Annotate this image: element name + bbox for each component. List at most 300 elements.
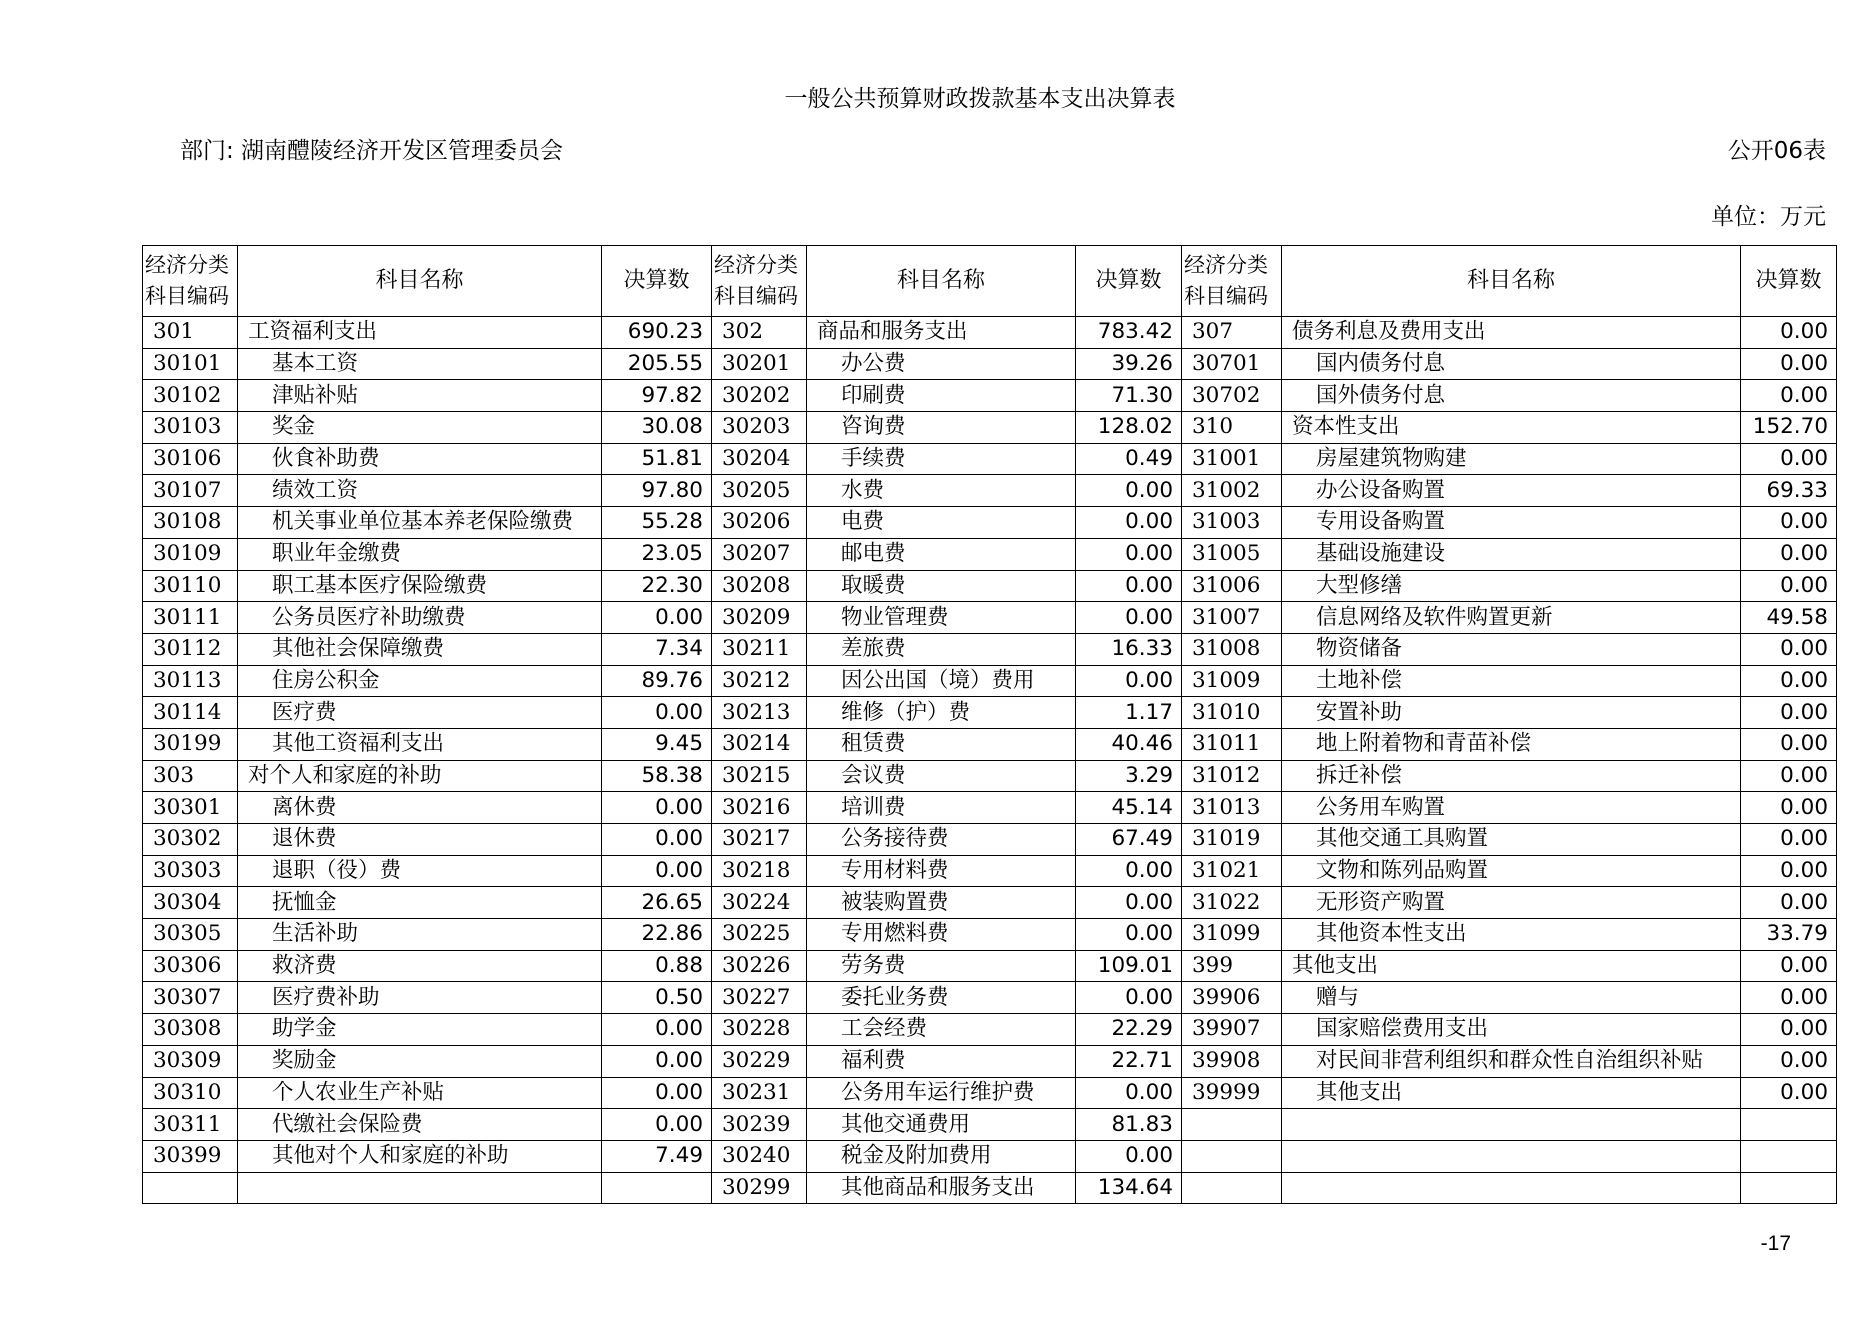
item-name [1282,1109,1741,1141]
item-amount: 0.00 [1741,792,1837,824]
item-amount: 0.00 [1076,507,1182,539]
item-amount: 22.86 [602,919,712,951]
item-amount: 22.29 [1076,1014,1182,1046]
item-amount: 39.26 [1076,348,1182,380]
table-row [143,950,1837,982]
item-code: 31001 [1182,443,1282,475]
item-code: 30113 [143,665,238,697]
code-header-line2: 科目编码 [1184,284,1268,308]
item-name: 职工基本医疗保险缴费 [238,570,602,602]
item-amount: 0.00 [1076,538,1182,570]
item-amount: 71.30 [1076,380,1182,412]
table-row [143,1045,1837,1077]
item-code: 30240 [712,1140,807,1172]
item-code: 30111 [143,602,238,634]
item-amount: 0.50 [602,982,712,1014]
item-code: 30702 [1182,380,1282,412]
item-code: 30227 [712,982,807,1014]
item-name: 文物和陈列品购置 [1282,855,1741,887]
item-name: 其他支出 [1282,1077,1741,1109]
item-amount: 690.23 [602,317,712,349]
item-code: 31007 [1182,602,1282,634]
item-name: 邮电费 [807,538,1076,570]
item-amount: 0.00 [1741,380,1837,412]
table-row [143,380,1837,412]
item-name: 医疗费补助 [238,982,602,1014]
item-code: 30110 [143,570,238,602]
item-code: 39906 [1182,982,1282,1014]
item-amount: 0.00 [1076,1140,1182,1172]
code-header-line2: 科目编码 [145,284,229,308]
item-amount: 0.00 [1076,1077,1182,1109]
item-amount: 0.49 [1076,443,1182,475]
item-amount [1741,1172,1837,1204]
table-row [143,507,1837,539]
page-title: 一般公共预算财政拨款基本支出决算表 [784,86,1176,112]
item-code: 30301 [143,792,238,824]
item-name [1282,1140,1741,1172]
item-code: 30239 [712,1109,807,1141]
item-name: 维修（护）费 [807,697,1076,729]
item-name: 伙食补助费 [238,443,602,475]
table-row [143,538,1837,570]
item-amount: 9.45 [602,728,712,760]
item-name: 公务用车运行维护费 [807,1077,1076,1109]
name-header: 科目名称 [238,246,602,317]
form-number: 公开06表 [1727,138,1826,164]
code-header [712,246,807,317]
item-amount: 0.00 [1741,665,1837,697]
table-row [143,982,1837,1014]
item-amount [1741,1109,1837,1141]
item-name: 无形资产购置 [1282,887,1741,919]
item-code: 30218 [712,855,807,887]
item-name: 专用燃料费 [807,919,1076,951]
item-name: 其他商品和服务支出 [807,1172,1076,1204]
item-name: 其他资本性支出 [1282,919,1741,951]
item-code: 31005 [1182,538,1282,570]
item-code: 30299 [712,1172,807,1204]
item-name: 工会经费 [807,1014,1076,1046]
item-name: 房屋建筑物购建 [1282,443,1741,475]
item-name: 委托业务费 [807,982,1076,1014]
amount-header: 决算数 [1076,246,1182,317]
item-amount: 0.00 [1741,1045,1837,1077]
item-code: 30306 [143,950,238,982]
item-code: 30226 [712,950,807,982]
item-code: 31010 [1182,697,1282,729]
item-name: 被装购置费 [807,887,1076,919]
table-row [143,1077,1837,1109]
item-name: 公务接待费 [807,824,1076,856]
item-code: 30211 [712,633,807,665]
item-name: 津贴补贴 [238,380,602,412]
item-amount: 0.00 [1741,950,1837,982]
item-code: 31022 [1182,887,1282,919]
item-amount: 0.00 [1741,507,1837,539]
item-code: 31013 [1182,792,1282,824]
item-code: 30112 [143,633,238,665]
item-name: 印刷费 [807,380,1076,412]
item-name: 对民间非营利组织和群众性自治组织补贴 [1282,1045,1741,1077]
item-code: 30207 [712,538,807,570]
table-row [143,760,1837,792]
table-row [143,728,1837,760]
item-name: 抚恤金 [238,887,602,919]
item-name: 救济费 [238,950,602,982]
code-header-line2: 科目编码 [714,284,798,308]
item-amount: 0.00 [1741,824,1837,856]
item-amount: 109.01 [1076,950,1182,982]
item-code: 30109 [143,538,238,570]
table-row [143,792,1837,824]
item-amount: 22.30 [602,570,712,602]
item-name: 商品和服务支出 [807,317,1076,349]
item-name: 基本工资 [238,348,602,380]
item-code: 30225 [712,919,807,951]
item-code: 31006 [1182,570,1282,602]
item-code: 39999 [1182,1077,1282,1109]
item-code: 30310 [143,1077,238,1109]
item-code: 30701 [1182,348,1282,380]
item-code: 30213 [712,697,807,729]
item-name: 基础设施建设 [1282,538,1741,570]
item-amount: 0.00 [1741,633,1837,665]
item-code: 30202 [712,380,807,412]
table-row [143,855,1837,887]
item-name: 拆迁补偿 [1282,760,1741,792]
item-code: 30216 [712,792,807,824]
item-name: 代缴社会保险费 [238,1109,602,1141]
item-name: 其他工资福利支出 [238,728,602,760]
item-code: 31011 [1182,728,1282,760]
item-name: 公务员医疗补助缴费 [238,602,602,634]
item-amount: 0.00 [1076,855,1182,887]
item-code: 31008 [1182,633,1282,665]
item-name: 租赁费 [807,728,1076,760]
code-header-line1: 经济分类 [145,253,229,277]
item-code: 30215 [712,760,807,792]
item-amount: 0.00 [1076,919,1182,951]
item-code: 30308 [143,1014,238,1046]
item-amount: 23.05 [602,538,712,570]
code-header-line1: 经济分类 [714,253,798,277]
item-name: 奖励金 [238,1045,602,1077]
item-code: 30228 [712,1014,807,1046]
item-amount: 40.46 [1076,728,1182,760]
item-name: 福利费 [807,1045,1076,1077]
item-amount: 49.58 [1741,602,1837,634]
item-code: 30302 [143,824,238,856]
item-code: 30114 [143,697,238,729]
item-code: 30231 [712,1077,807,1109]
item-name: 其他交通工具购置 [1282,824,1741,856]
table-row [143,887,1837,919]
table-row [143,697,1837,729]
item-amount: 152.70 [1741,412,1837,444]
table-row [143,665,1837,697]
item-name: 电费 [807,507,1076,539]
item-code: 310 [1182,412,1282,444]
item-name [238,1172,602,1204]
item-amount: 81.83 [1076,1109,1182,1141]
item-amount: 45.14 [1076,792,1182,824]
amount-header: 决算数 [1741,246,1837,317]
item-amount: 0.00 [1076,570,1182,602]
item-name: 会议费 [807,760,1076,792]
unit-label: 单位：万元 [1711,204,1826,230]
item-amount [602,1172,712,1204]
item-amount: 0.00 [602,1077,712,1109]
item-amount: 783.42 [1076,317,1182,349]
item-amount: 97.82 [602,380,712,412]
item-code: 30208 [712,570,807,602]
table-row [143,570,1837,602]
item-amount: 0.00 [1741,538,1837,570]
item-code: 30212 [712,665,807,697]
item-amount: 0.00 [602,824,712,856]
item-amount: 0.00 [602,602,712,634]
table-row [143,412,1837,444]
item-code: 39907 [1182,1014,1282,1046]
item-name: 国内债务付息 [1282,348,1741,380]
item-amount: 22.71 [1076,1045,1182,1077]
code-header [1182,246,1282,317]
item-amount: 0.00 [1741,570,1837,602]
item-amount: 134.64 [1076,1172,1182,1204]
item-code [1182,1172,1282,1204]
item-amount: 16.33 [1076,633,1182,665]
header-row [143,246,1837,317]
item-code: 30108 [143,507,238,539]
item-amount: 0.00 [1741,1014,1837,1046]
item-name [1282,1172,1741,1204]
item-amount: 0.00 [1741,443,1837,475]
item-code: 30204 [712,443,807,475]
item-name: 助学金 [238,1014,602,1046]
item-amount: 7.34 [602,633,712,665]
item-name: 因公出国（境）费用 [807,665,1076,697]
table-row [143,1014,1837,1046]
item-code: 30305 [143,919,238,951]
item-amount: 0.00 [1076,982,1182,1014]
item-code: 30106 [143,443,238,475]
item-name: 赠与 [1282,982,1741,1014]
item-code: 30205 [712,475,807,507]
item-name: 职业年金缴费 [238,538,602,570]
item-code: 30102 [143,380,238,412]
item-name: 机关事业单位基本养老保险缴费 [238,507,602,539]
item-code: 31019 [1182,824,1282,856]
item-name: 劳务费 [807,950,1076,982]
item-code: 30217 [712,824,807,856]
item-code: 30206 [712,507,807,539]
item-name: 物业管理费 [807,602,1076,634]
item-code: 30399 [143,1140,238,1172]
item-name: 绩效工资 [238,475,602,507]
item-amount: 0.00 [1741,887,1837,919]
item-code: 31021 [1182,855,1282,887]
item-amount: 3.29 [1076,760,1182,792]
table-row [143,348,1837,380]
item-amount [1741,1140,1837,1172]
item-amount: 0.00 [602,1045,712,1077]
item-amount: 0.00 [1741,697,1837,729]
item-code: 30199 [143,728,238,760]
name-header: 科目名称 [1282,246,1741,317]
code-header-line1: 经济分类 [1184,253,1268,277]
item-name: 专用材料费 [807,855,1076,887]
item-name: 大型修缮 [1282,570,1741,602]
item-amount: 0.00 [602,855,712,887]
item-code: 30224 [712,887,807,919]
item-amount: 205.55 [602,348,712,380]
item-code: 30229 [712,1045,807,1077]
item-amount: 0.00 [1741,317,1837,349]
item-amount: 1.17 [1076,697,1182,729]
item-amount: 0.00 [1076,665,1182,697]
item-name: 工资福利支出 [238,317,602,349]
item-code: 30103 [143,412,238,444]
item-name: 差旅费 [807,633,1076,665]
item-code: 30311 [143,1109,238,1141]
item-code [1182,1109,1282,1141]
item-amount: 0.00 [1076,602,1182,634]
item-code: 30209 [712,602,807,634]
item-amount: 0.00 [1741,760,1837,792]
item-amount: 7.49 [602,1140,712,1172]
item-amount: 0.00 [602,792,712,824]
item-name: 公务用车购置 [1282,792,1741,824]
budget-table [142,245,1837,1204]
item-amount: 128.02 [1076,412,1182,444]
item-name: 奖金 [238,412,602,444]
item-name: 债务利息及费用支出 [1282,317,1741,349]
table-row [143,1172,1837,1204]
item-amount: 30.08 [602,412,712,444]
item-amount: 0.00 [602,697,712,729]
item-name: 医疗费 [238,697,602,729]
item-code: 31099 [1182,919,1282,951]
table-row [143,443,1837,475]
name-header: 科目名称 [807,246,1076,317]
item-code: 399 [1182,950,1282,982]
item-amount: 0.00 [602,1109,712,1141]
item-code: 30107 [143,475,238,507]
item-amount: 0.00 [1741,855,1837,887]
item-code: 31003 [1182,507,1282,539]
amount-header: 决算数 [602,246,712,317]
table-row [143,475,1837,507]
item-amount: 0.88 [602,950,712,982]
item-code: 30101 [143,348,238,380]
item-name: 其他对个人和家庭的补助 [238,1140,602,1172]
table-row [143,1109,1837,1141]
item-name: 取暖费 [807,570,1076,602]
table-body [143,317,1837,1204]
item-name: 退职（役）费 [238,855,602,887]
item-name: 其他支出 [1282,950,1741,982]
table-row [143,633,1837,665]
item-code: 30214 [712,728,807,760]
table-row [143,824,1837,856]
item-code: 30303 [143,855,238,887]
item-code: 303 [143,760,238,792]
item-amount: 0.00 [1741,348,1837,380]
item-code: 301 [143,317,238,349]
item-name: 信息网络及软件购置更新 [1282,602,1741,634]
item-name: 安置补助 [1282,697,1741,729]
table-row [143,317,1837,349]
item-name: 土地补偿 [1282,665,1741,697]
item-name: 个人农业生产补贴 [238,1077,602,1109]
item-code: 30201 [712,348,807,380]
item-amount: 67.49 [1076,824,1182,856]
item-amount: 51.81 [602,443,712,475]
item-name: 办公费 [807,348,1076,380]
item-code: 31009 [1182,665,1282,697]
item-name: 生活补助 [238,919,602,951]
item-name: 咨询费 [807,412,1076,444]
code-header [143,246,238,317]
item-code: 30203 [712,412,807,444]
item-name: 其他交通费用 [807,1109,1076,1141]
item-amount: 55.28 [602,507,712,539]
item-amount: 26.65 [602,887,712,919]
item-code: 302 [712,317,807,349]
item-name: 离休费 [238,792,602,824]
item-name: 税金及附加费用 [807,1140,1076,1172]
item-amount: 0.00 [1741,728,1837,760]
item-amount: 0.00 [1741,982,1837,1014]
department-label: 部门: 湖南醴陵经济开发区管理委员会 [180,138,564,164]
item-name: 退休费 [238,824,602,856]
item-name: 专用设备购置 [1282,507,1741,539]
item-amount: 69.33 [1741,475,1837,507]
item-amount: 0.00 [1076,887,1182,919]
page-number: -17 [1760,1232,1791,1255]
item-name: 国外债务付息 [1282,380,1741,412]
item-amount: 97.80 [602,475,712,507]
item-amount: 89.76 [602,665,712,697]
item-name: 物资储备 [1282,633,1741,665]
item-code: 39908 [1182,1045,1282,1077]
item-code [143,1172,238,1204]
item-name: 地上附着物和青苗补偿 [1282,728,1741,760]
item-name: 水费 [807,475,1076,507]
item-name: 手续费 [807,443,1076,475]
item-name: 资本性支出 [1282,412,1741,444]
table-row [143,919,1837,951]
item-amount: 0.00 [602,1014,712,1046]
item-code: 30307 [143,982,238,1014]
item-amount: 0.00 [1741,1077,1837,1109]
item-name: 国家赔偿费用支出 [1282,1014,1741,1046]
item-code: 31002 [1182,475,1282,507]
table-row [143,1140,1837,1172]
item-code: 30304 [143,887,238,919]
table-row [143,602,1837,634]
item-name: 对个人和家庭的补助 [238,760,602,792]
item-code: 30309 [143,1045,238,1077]
item-name: 办公设备购置 [1282,475,1741,507]
item-name: 住房公积金 [238,665,602,697]
item-name: 其他社会保障缴费 [238,633,602,665]
item-code [1182,1140,1282,1172]
item-code: 307 [1182,317,1282,349]
item-code: 31012 [1182,760,1282,792]
item-name: 培训费 [807,792,1076,824]
